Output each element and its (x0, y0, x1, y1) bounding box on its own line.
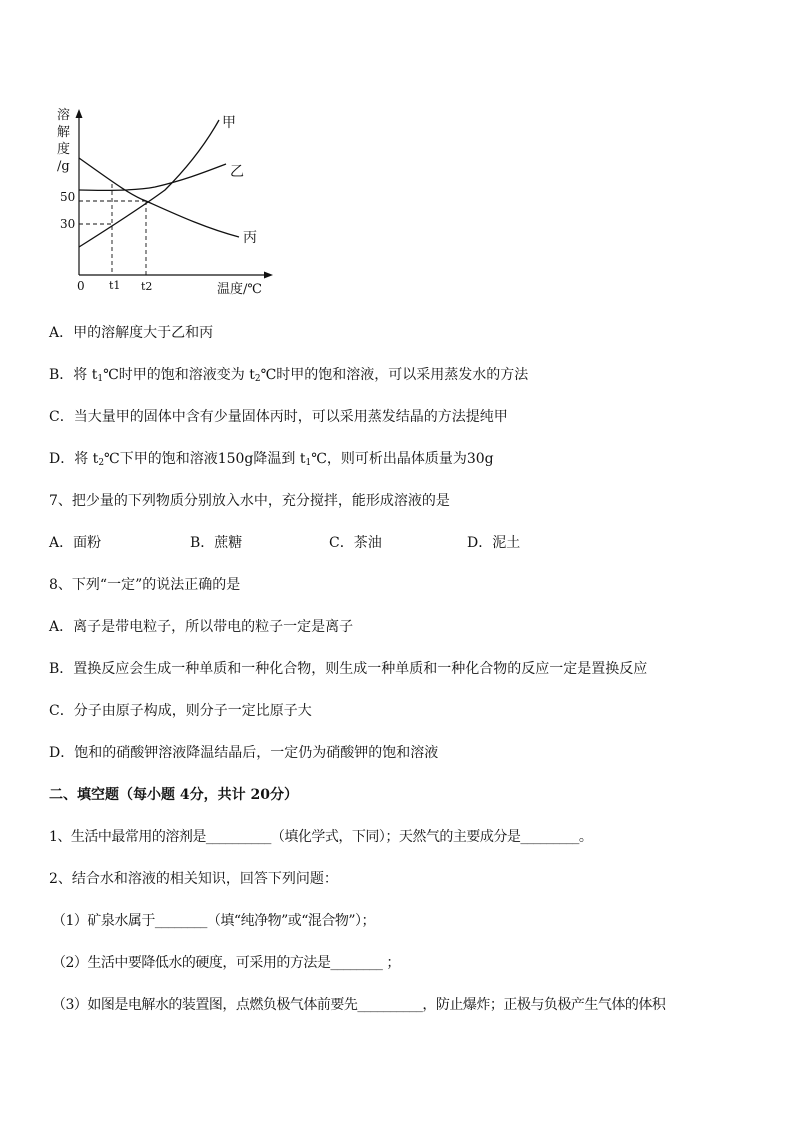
q7-option-b: B．蔗糖 (190, 535, 243, 551)
q7-option-c: C．茶油 (329, 535, 382, 551)
q6-b-part2: ℃时甲的饱和溶液变为 t (103, 367, 255, 383)
q6-option-a: A．甲的溶解度大于乙和丙 (49, 325, 214, 341)
q8-option-c: C．分子由原子构成，则分子一定比原子大 (49, 703, 312, 719)
solubility-graph (55, 100, 285, 300)
q7-stem: 7、把少量的下列物质分别放入水中，充分搅拌，能形成溶液的是 (49, 493, 450, 509)
fill-question-2-stem: 2、结合水和溶液的相关知识，回答下列问题： (49, 871, 338, 887)
x-axis-arrow (264, 272, 273, 279)
curve-bing (79, 158, 239, 237)
fill-question-2-part2: （2）生活中要降低水的硬度，可采用的方法是________ ； (52, 955, 400, 971)
q6-d-part2: ℃下甲的饱和溶液150g降温到 t (104, 451, 306, 467)
q6-option-c: C．当大量甲的固体中含有少量固体丙时，可以采用蒸发结晶的方法提纯甲 (49, 409, 508, 425)
q7-option-d: D．泥土 (467, 535, 521, 551)
q6-b-sub1: 1 (97, 374, 104, 384)
y-axis-arrow (76, 109, 83, 118)
section-heading: 二、填空题（每小题 4分，共计 20分） (49, 787, 298, 803)
q6-b-part1: B．将 t (49, 367, 98, 383)
tick-label-30: 30 (60, 217, 76, 231)
q8-option-a: A．离子是带电粒子，所以带电的粒子一定是离子 (49, 619, 354, 635)
q6-option-d (49, 450, 494, 468)
curve-yi (79, 164, 226, 190)
y-label-3: 度 (57, 142, 71, 157)
curve-jia (79, 120, 219, 247)
q8-stem: 8、下列“一定”的说法正确的是 (49, 577, 241, 593)
curve-label-yi: 乙 (230, 164, 244, 180)
fill-question-2-part3: （3）如图是电解水的装置图，点燃负极气体前要先__________，防止爆炸；正极与负极产生气体的体积 (52, 997, 666, 1013)
fill-question-2-part1: （1）矿泉水属于________（填“纯净物”或“混合物”）； (52, 913, 376, 929)
curve-label-jia: 甲 (222, 115, 236, 131)
q6-d-part3: ℃，则可析出晶体质量为30g (311, 451, 494, 467)
q6-b-sub2: 2 (254, 374, 261, 384)
curve-label-bing: 丙 (243, 230, 257, 246)
q7-option-a: A．面粉 (49, 535, 102, 551)
q6-d-sub2: 1 (305, 458, 312, 468)
x-axis-label: 温度/℃ (217, 282, 262, 297)
tick-label-t1: t1 (109, 279, 121, 292)
y-label-4: /g (57, 159, 70, 174)
q6-d-part1: D．将 t (49, 451, 99, 467)
q8-option-b: B．置换反应会生成一种单质和一种化合物，则生成一种单质和一种化合物的反应一定是置换反应 (49, 661, 648, 677)
y-label-2: 解 (57, 125, 71, 140)
tick-label-50: 50 (60, 190, 76, 204)
q6-d-sub1: 2 (98, 458, 105, 468)
origin-label: 0 (77, 279, 85, 293)
fill-question-1: 1、生活中最常用的溶剂是__________（填化学式，下同）；天然气的主要成分是_________。 (49, 829, 593, 845)
q6-b-part3: ℃时甲的饱和溶液，可以采用蒸发水的方法 (260, 367, 529, 383)
tick-label-t2: t2 (141, 280, 153, 293)
q8-option-d: D．饱和的硝酸钾溶液降温结晶后，一定仍为硝酸钾的饱和溶液 (49, 745, 439, 761)
y-label-1: 溶 (57, 108, 71, 123)
q6-option-b (49, 366, 528, 384)
